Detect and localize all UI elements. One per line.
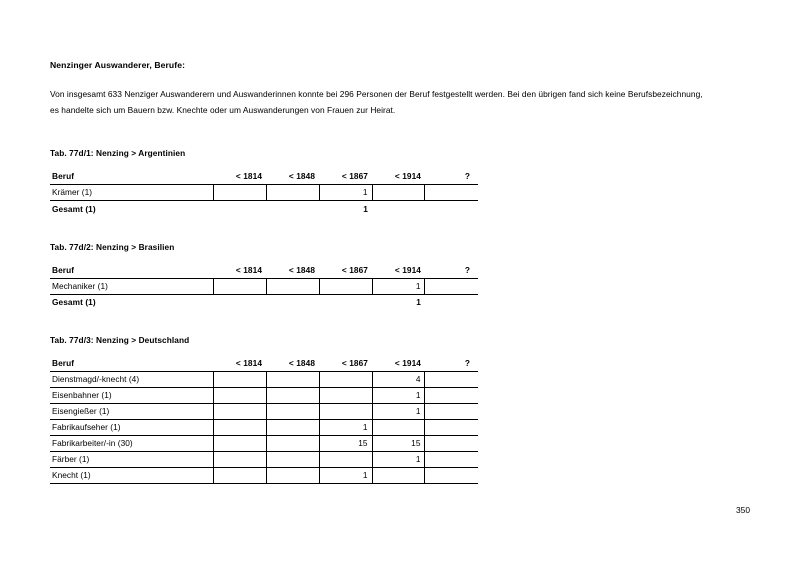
count-cell [425,452,478,468]
column-header: < 1848 [266,170,319,185]
page-title: Nenzinger Auswanderer, Berufe: [50,60,186,70]
count-cell: 15 [319,436,372,452]
table-caption: Tab. 77d/2: Nenzing > Brasilien [50,241,175,252]
count-cell [425,278,478,294]
table-row [50,185,478,201]
table-row [50,420,478,436]
table-caption: Tab. 77d/1: Nenzing > Argentinien [50,148,186,159]
tables-container [50,148,750,484]
table-row [50,404,478,420]
column-header: ? [425,357,478,372]
count-cell [372,468,425,484]
count-cell [213,278,266,294]
count-cell [213,420,266,436]
count-cell [319,452,372,468]
occupation-cell: Fabrikarbeiter/-in (30) [50,436,213,452]
count-cell [266,468,319,484]
total-count-cell [266,294,319,309]
count-cell [266,185,319,201]
column-header: < 1814 [213,264,266,279]
count-cell: 1 [372,404,425,420]
total-count-cell [319,294,372,309]
table-header-row [50,264,478,279]
table-row [50,468,478,484]
count-cell [213,436,266,452]
occupation-cell: Fabrikaufseher (1) [50,420,213,436]
count-cell [213,404,266,420]
column-header: ? [425,170,478,185]
count-cell [425,372,478,388]
count-cell [266,420,319,436]
column-header: ? [425,264,478,279]
column-header: < 1914 [372,264,425,279]
table-header-row [50,357,478,372]
table-row [50,452,478,468]
count-cell [213,388,266,404]
count-cell [266,436,319,452]
count-cell [213,372,266,388]
count-cell [425,468,478,484]
table-block [50,242,750,310]
count-cell [266,278,319,294]
table-header-row [50,170,478,185]
count-cell: 1 [319,420,372,436]
count-cell [372,185,425,201]
column-header: Beruf [50,264,213,279]
total-count-cell [425,201,478,216]
count-cell: 1 [372,452,425,468]
count-cell [319,372,372,388]
page-number: 350 [736,505,750,515]
total-label: Gesamt (1) [52,297,96,308]
total-count-cell: 1 [416,297,421,308]
count-cell [425,420,478,436]
count-cell: 4 [372,372,425,388]
count-cell [319,388,372,404]
count-cell [213,468,266,484]
table-block [50,148,750,216]
total-count-cell [425,294,478,309]
count-cell [425,404,478,420]
table-row [50,372,478,388]
table-row [50,388,478,404]
occupation-cell: Knecht (1) [50,468,213,484]
occupation-table [50,170,478,216]
total-count-cell [213,294,266,309]
table-caption: Tab. 77d/3: Nenzing > Deutschland [50,335,190,346]
column-header: Beruf [50,170,213,185]
column-header: < 1814 [213,170,266,185]
occupation-table [50,264,478,310]
count-cell [213,452,266,468]
occupation-cell: Färber (1) [50,452,213,468]
count-cell: 15 [372,436,425,452]
table-total-row [50,294,478,309]
column-header: Beruf [50,357,213,372]
count-cell [213,185,266,201]
column-header: < 1867 [319,264,372,279]
total-count-cell [372,201,425,216]
column-header: < 1867 [319,170,372,185]
count-cell [266,452,319,468]
occupation-cell: Eisenbahner (1) [50,388,213,404]
table-total-row [50,201,478,216]
table-row [50,278,478,294]
count-cell [319,404,372,420]
intro-paragraph: Von insgesamt 633 Nenziger Auswanderern und Auswanderinnen konnte bei 296 Personen der Beruf festgestellt werden. Bei den übrigen fand sich keine Berufsbezeichnung, es handelte sich um Bauern bzw. Knechte oder um Auswanderungen von Frauen zur Heirat. [50,89,703,115]
count-cell [425,388,478,404]
count-cell [266,388,319,404]
count-cell [425,185,478,201]
count-cell: 1 [372,278,425,294]
column-header: < 1848 [266,264,319,279]
occupation-cell: Mechaniker (1) [50,278,213,294]
count-cell [372,420,425,436]
count-cell: 1 [319,185,372,201]
table-row [50,436,478,452]
total-count-cell [266,201,319,216]
column-header: < 1848 [266,357,319,372]
total-label: Gesamt (1) [52,203,96,214]
count-cell [319,278,372,294]
occupation-cell: Krämer (1) [50,185,213,201]
column-header: < 1914 [372,170,425,185]
table-block [50,335,750,484]
column-header: < 1814 [213,357,266,372]
count-cell [425,436,478,452]
total-count-cell: 1 [363,203,368,214]
column-header: < 1914 [372,357,425,372]
column-header: < 1867 [319,357,372,372]
total-count-cell [213,201,266,216]
occupation-table [50,357,478,484]
count-cell: 1 [372,388,425,404]
count-cell [266,404,319,420]
count-cell [266,372,319,388]
occupation-cell: Eisengießer (1) [50,404,213,420]
page-content [50,60,750,484]
count-cell: 1 [319,468,372,484]
occupation-cell: Dienstmagd/-knecht (4) [50,372,213,388]
